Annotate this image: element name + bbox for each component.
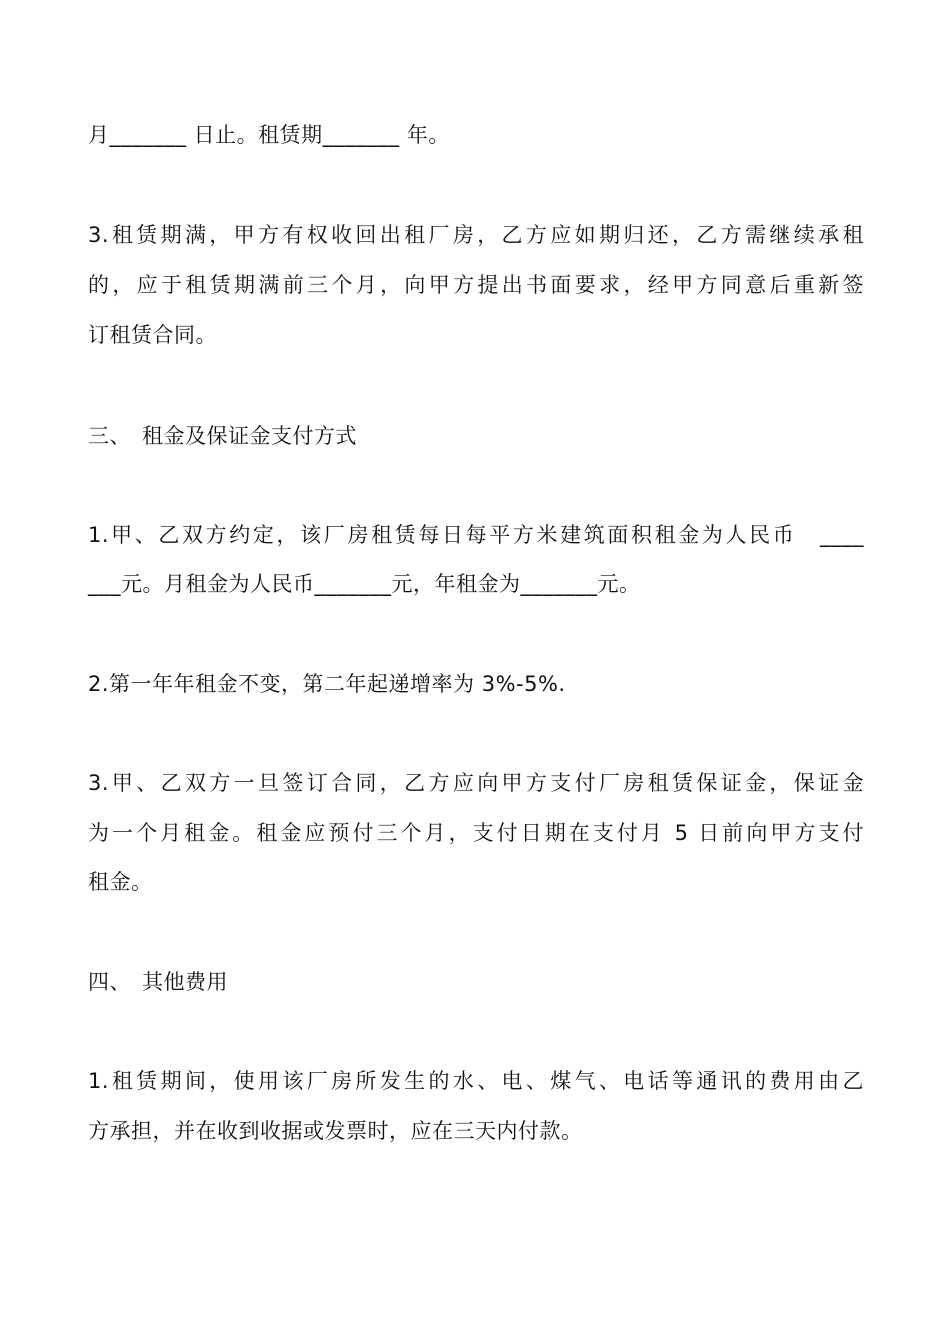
- clause-4-1-line-2: 方承担，并在收到收据或发票时，应在三天内付款。: [88, 1119, 583, 1143]
- section-4-heading: 四、 其他费用: [88, 970, 228, 994]
- clause-3-3-line-3: 租金。: [88, 870, 153, 894]
- clause-4-1-line-1: 1.租赁期间，使用该厂房所发生的水、电、煤气、电话等通讯的费用由乙: [88, 1069, 864, 1093]
- clause-2-3-line-2: 的，应于租赁期满前三个月，向甲方提出书面要求，经甲方同意后重新签: [88, 273, 864, 297]
- clause-2-3-line-3: 订租赁合同。: [88, 323, 217, 347]
- section-3-heading: 三、 租金及保证金支付方式: [88, 424, 357, 448]
- lease-end-line: 月_______ 日止。租赁期_______ 年。: [88, 123, 450, 147]
- clause-3-2: 2.第一年年租金不变，第二年起递增率为 3%-5%.: [88, 672, 566, 696]
- clause-3-3-line-2: 为一个月租金。租金应预付三个月，支付日期在支付月 5 日前向甲方支付: [88, 821, 864, 845]
- clause-2-3-line-1: 3.租赁期满，甲方有权收回出租厂房，乙方应如期归还，乙方需继续承租: [88, 223, 864, 247]
- clause-3-1-line-1: 1.甲、乙双方约定，该厂房租赁每日每平方米建筑面积租金为人民币 ____: [88, 523, 864, 547]
- clause-3-1-line-2: ___元。月租金为人民币_______元，年租金为_______元。: [88, 572, 641, 596]
- clause-3-3-line-1: 3.甲、乙双方一旦签订合同，乙方应向甲方支付厂房租赁保证金，保证金: [88, 771, 864, 795]
